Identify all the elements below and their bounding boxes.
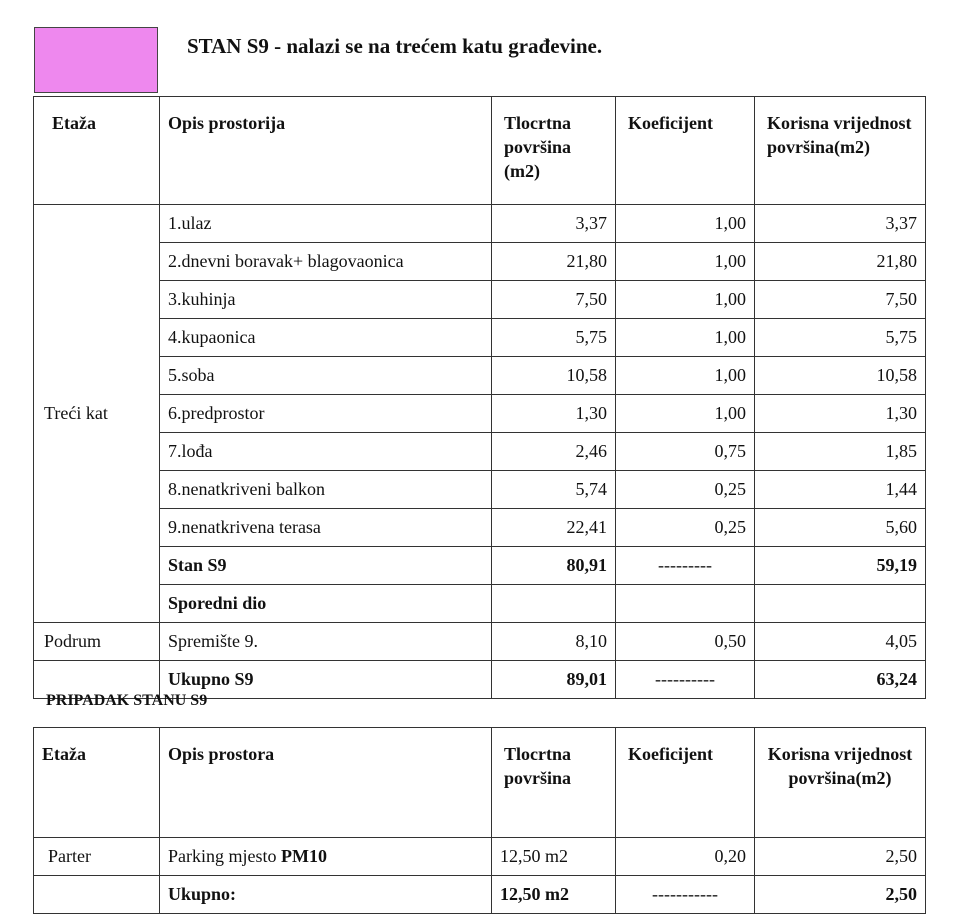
table-row — [34, 395, 926, 433]
total-area: 12,50 m2 — [492, 876, 616, 914]
total-area: 89,01 — [492, 661, 616, 699]
row-description: 5.soba — [160, 357, 492, 395]
row-description-text: Parking mjesto — [168, 846, 281, 866]
row-coefficient: 0,75 — [616, 433, 755, 471]
row-coefficient: 1,00 — [616, 395, 755, 433]
empty-cell — [492, 585, 616, 623]
row-coefficient: 0,50 — [616, 623, 755, 661]
row-useful: 10,58 — [755, 357, 926, 395]
table-row — [34, 471, 926, 509]
appurtenance-table — [33, 727, 926, 914]
row-area: 5,75 — [492, 319, 616, 357]
header-coefficient: Koeficijent — [616, 728, 755, 838]
color-swatch — [34, 27, 158, 93]
row-description: 2.dnevni boravak+ blagovaonica — [160, 243, 492, 281]
row-area: 5,74 — [492, 471, 616, 509]
header-floor: Etaža — [34, 728, 160, 838]
row-area: 12,50 m2 — [492, 838, 616, 876]
row-description: 4.kupaonica — [160, 319, 492, 357]
total-label: Ukupno: — [160, 876, 492, 914]
header-useful-area: Korisna vrijednost površina(m2) — [755, 728, 926, 838]
row-floor: Podrum — [34, 623, 160, 661]
header-floor-area: Tlocrtna površina (m2) — [492, 97, 616, 205]
row-description: 1.ulaz — [160, 205, 492, 243]
row-area: 7,50 — [492, 281, 616, 319]
subtotal-label: Stan S9 — [160, 547, 492, 585]
total-label: Ukupno S9 — [160, 661, 492, 699]
row-area: 2,46 — [492, 433, 616, 471]
row-useful: 1,44 — [755, 471, 926, 509]
row-area: 22,41 — [492, 509, 616, 547]
row-useful: 1,85 — [755, 433, 926, 471]
row-useful: 1,30 — [755, 395, 926, 433]
row-area: 8,10 — [492, 623, 616, 661]
row-description: 3.kuhinja — [160, 281, 492, 319]
row-coefficient: 0,20 — [616, 838, 755, 876]
row-useful: 21,80 — [755, 243, 926, 281]
row-coefficient: 1,00 — [616, 205, 755, 243]
header-floor: Etaža — [34, 97, 160, 205]
row-coefficient: 1,00 — [616, 281, 755, 319]
row-description: 8.nenatkriveni balkon — [160, 471, 492, 509]
table-row — [34, 623, 926, 661]
row-useful: 3,37 — [755, 205, 926, 243]
row-area: 3,37 — [492, 205, 616, 243]
subtotal-row — [34, 547, 926, 585]
section2-title: PRIPADAK STANU S9 — [46, 692, 208, 709]
row-useful: 4,05 — [755, 623, 926, 661]
empty-cell — [616, 585, 755, 623]
row-floor: Treći kat — [34, 205, 160, 623]
total-useful: 63,24 — [755, 661, 926, 699]
total-coefficient: ----------- — [616, 876, 755, 914]
row-coefficient: 1,00 — [616, 319, 755, 357]
row-description: 7.lođa — [160, 433, 492, 471]
row-description — [160, 838, 492, 876]
row-coefficient: 0,25 — [616, 471, 755, 509]
table-header-row — [34, 728, 926, 838]
table-row — [34, 357, 926, 395]
row-floor: Parter — [34, 838, 160, 876]
row-area: 1,30 — [492, 395, 616, 433]
total-row — [34, 876, 926, 914]
subtotal-coefficient: --------- — [616, 547, 755, 585]
secondary-part-row — [34, 585, 926, 623]
row-description-bold: PM10 — [281, 846, 327, 866]
document-title: STAN S9 - nalazi se na trećem katu građevine. — [187, 34, 603, 58]
total-useful: 2,50 — [755, 876, 926, 914]
row-coefficient: 1,00 — [616, 243, 755, 281]
subtotal-area: 80,91 — [492, 547, 616, 585]
table-row — [34, 433, 926, 471]
header-room-description: Opis prostorija — [160, 97, 492, 205]
row-description: Spremište 9. — [160, 623, 492, 661]
empty-cell — [755, 585, 926, 623]
row-area: 10,58 — [492, 357, 616, 395]
table-row — [34, 243, 926, 281]
total-floor-empty — [34, 876, 160, 914]
row-useful: 7,50 — [755, 281, 926, 319]
row-useful: 5,60 — [755, 509, 926, 547]
row-description: 6.predprostor — [160, 395, 492, 433]
row-useful: 5,75 — [755, 319, 926, 357]
table-row — [34, 281, 926, 319]
secondary-part-label: Sporedni dio — [160, 585, 492, 623]
row-description: 9.nenatkrivena terasa — [160, 509, 492, 547]
table-header-row — [34, 97, 926, 205]
row-coefficient: 0,25 — [616, 509, 755, 547]
subtotal-useful: 59,19 — [755, 547, 926, 585]
table-row — [34, 319, 926, 357]
header-coefficient: Koeficijent — [616, 97, 755, 205]
table-row — [34, 838, 926, 876]
table-row — [34, 509, 926, 547]
header-space-description: Opis prostora — [160, 728, 492, 838]
header-floor-area: Tlocrtna površina — [492, 728, 616, 838]
header-useful-area: Korisna vrijednost površina(m2) — [755, 97, 926, 205]
total-coefficient: ---------- — [616, 661, 755, 699]
apartment-area-table — [33, 96, 926, 699]
table-row — [34, 205, 926, 243]
row-useful: 2,50 — [755, 838, 926, 876]
row-area: 21,80 — [492, 243, 616, 281]
row-coefficient: 1,00 — [616, 357, 755, 395]
